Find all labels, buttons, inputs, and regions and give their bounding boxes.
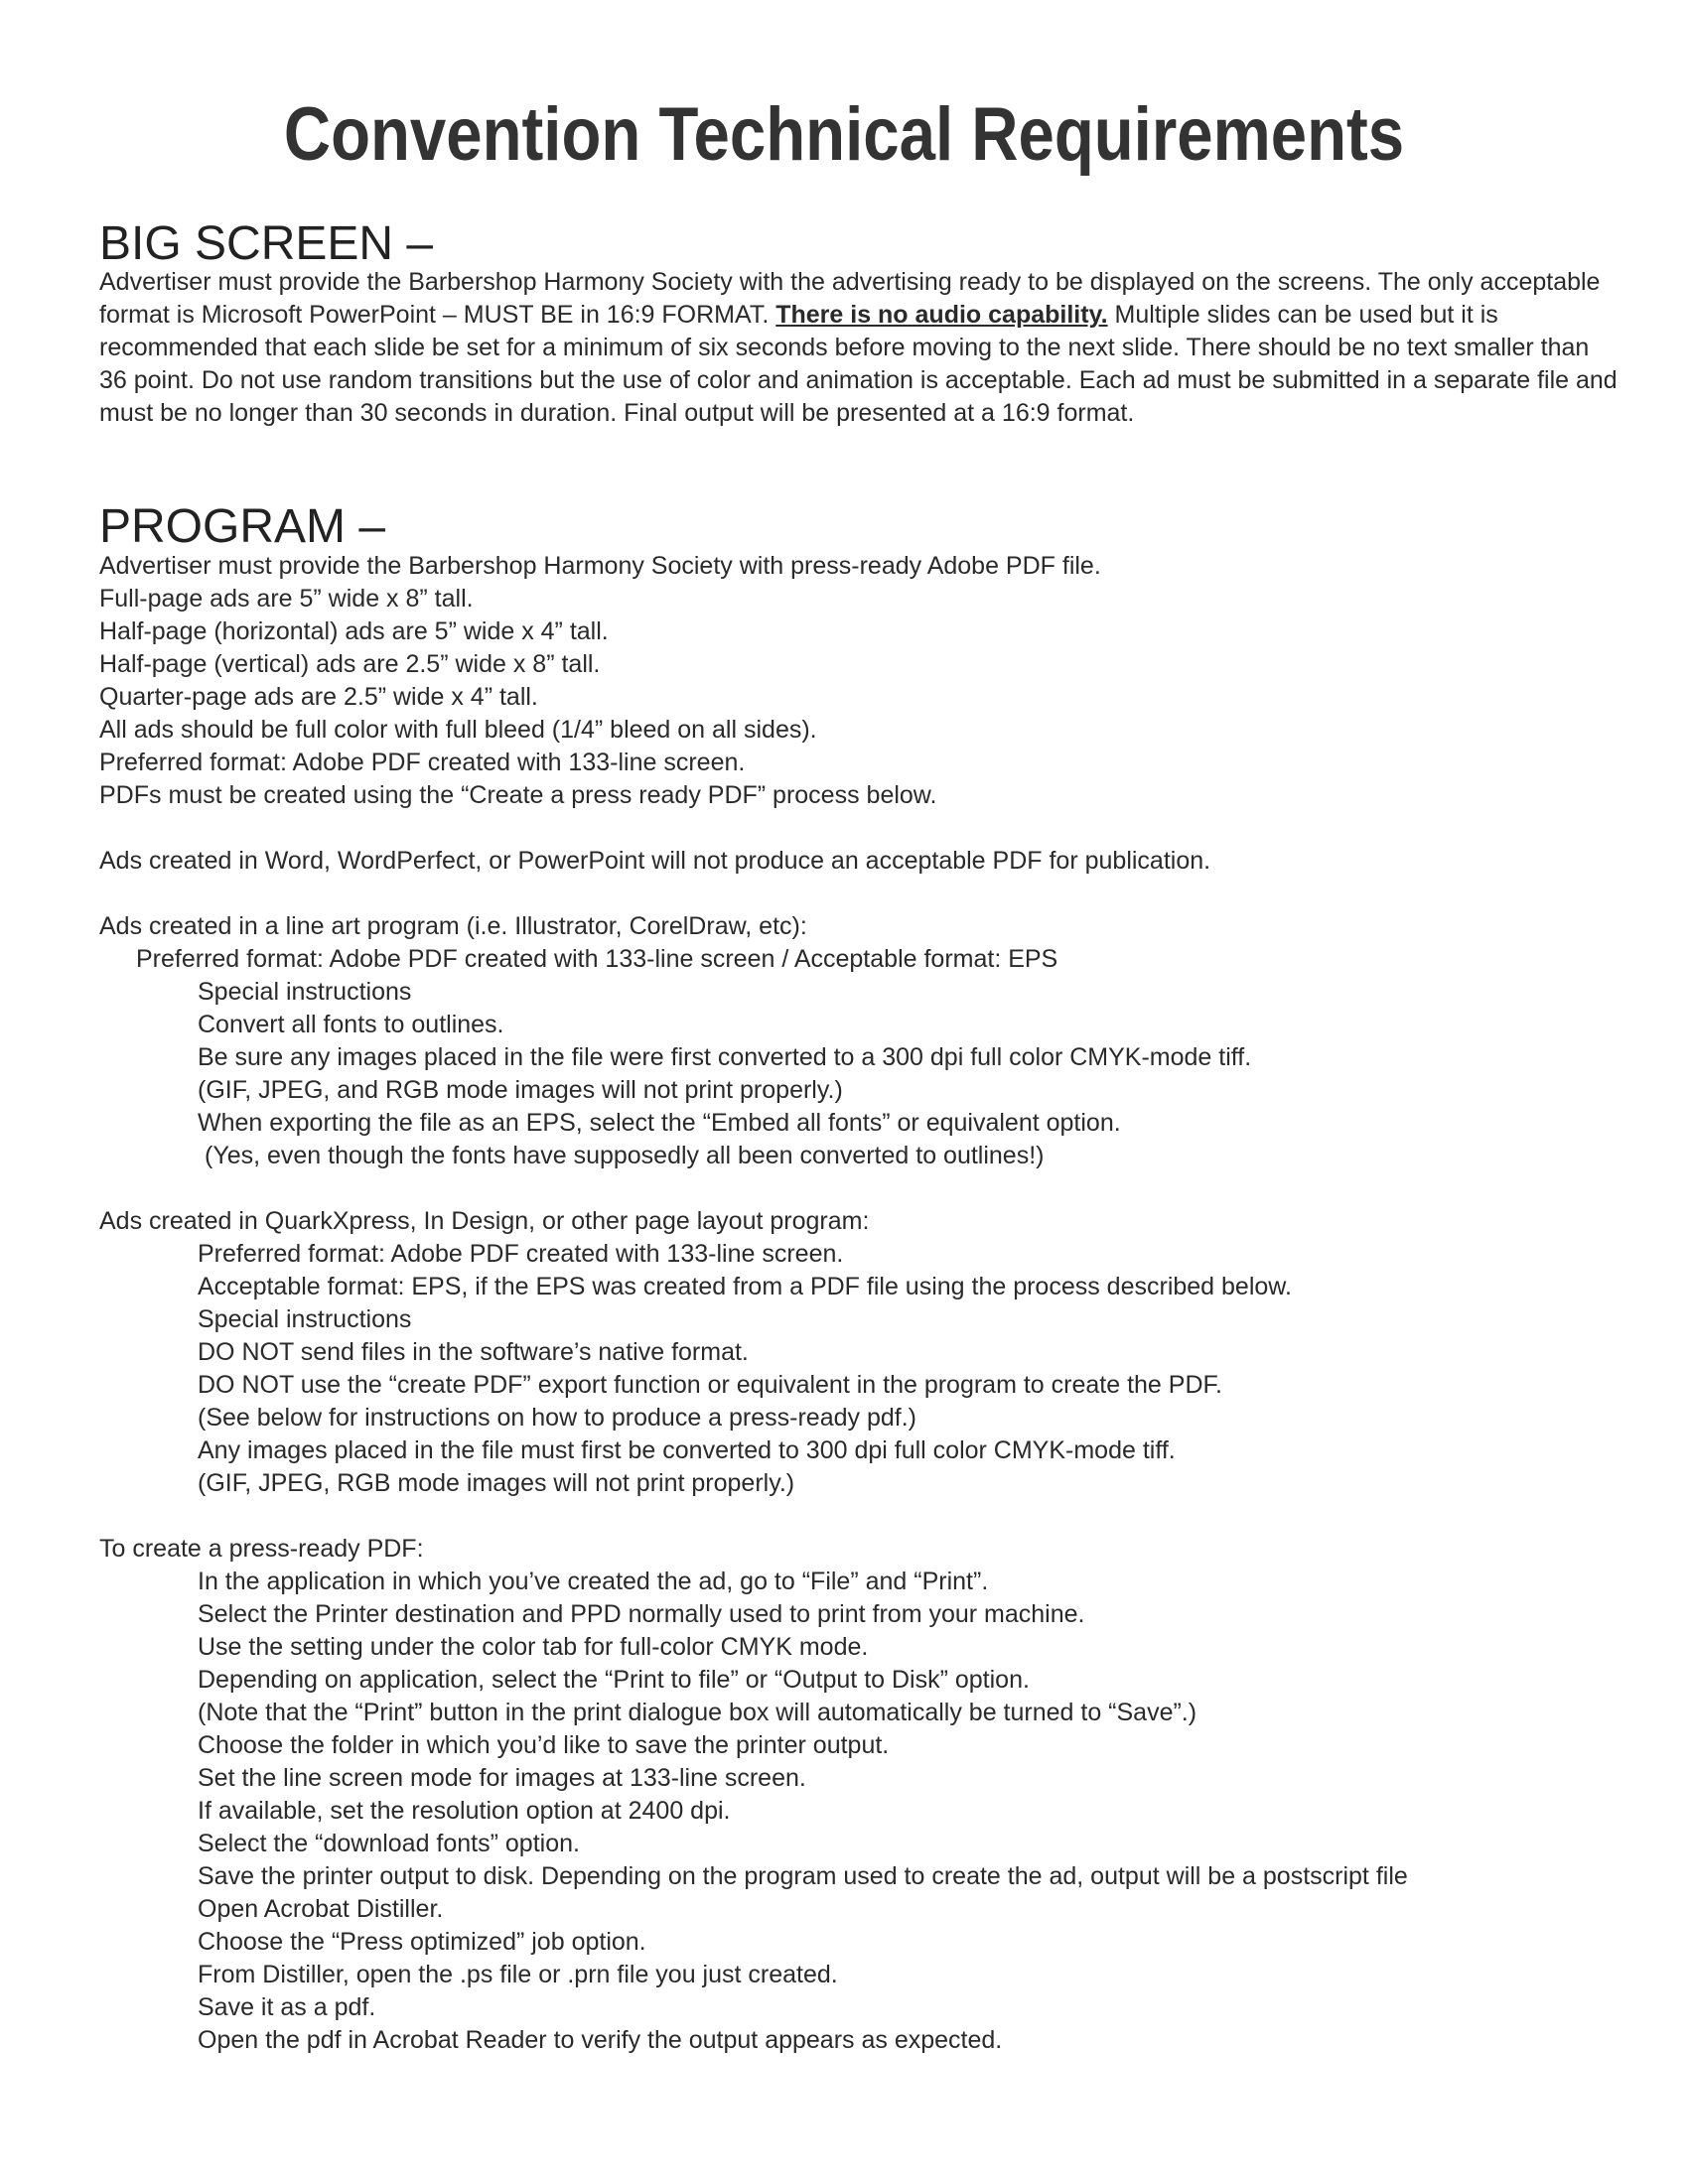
press-ready-step: Select the “download fonts” option. [198, 1830, 580, 1857]
program-heading: PROGRAM – [99, 500, 386, 553]
press-ready-step: From Distiller, open the .ps file or .prn file you just created. [198, 1961, 838, 1988]
press-ready-step: Depending on application, select the “Print to file” or “Output to Disk” option. [198, 1666, 1030, 1694]
press-ready-step: Choose the “Press optimized” job option. [198, 1928, 646, 1956]
layout-program-item: Special instructions [198, 1305, 412, 1333]
press-ready-step: Use the setting under the color tab for full-color CMYK mode. [198, 1633, 869, 1661]
big-screen-heading: BIG SCREEN – [99, 217, 434, 270]
program-intro-line: Half-page (vertical) ads are 2.5” wide x 8” tall. [99, 650, 601, 678]
press-ready-step: Save the printer output to disk. Depending on the program used to create the ad, output will be a postscript file [198, 1862, 1408, 1890]
press-ready-step: Select the Printer destination and PPD normally used to print from your machine. [198, 1600, 1085, 1628]
big-screen-text-before: Advertiser must provide the Barbershop Harmony Society with the advertising ready to be displayed on the screens. The only acceptable format is Microsoft PowerPoint – MUST BE in 16:9 FORMAT. [99, 268, 1601, 329]
press-ready-heading: To create a press-ready PDF: [99, 1535, 424, 1563]
layout-program-item: DO NOT send files in the software’s native format. [198, 1338, 749, 1366]
line-art-preferred: Preferred format: Adobe PDF created with 133-line screen / Acceptable format: EPS [136, 945, 1058, 973]
program-intro-line: PDFs must be created using the “Create a press ready PDF” process below. [99, 781, 937, 809]
layout-program-item: Any images placed in the file must first be converted to 300 dpi full color CMYK-mode tiff. [198, 1436, 1176, 1464]
press-ready-step: Open the pdf in Acrobat Reader to verify the output appears as expected. [198, 2026, 1003, 2054]
program-intro-line: Advertiser must provide the Barbershop Harmony Society with press-ready Adobe PDF file. [99, 552, 1101, 580]
press-ready-step: Save it as a pdf. [198, 1993, 376, 2021]
layout-program-item: Acceptable format: EPS, if the EPS was created from a PDF file using the process described below. [198, 1273, 1292, 1300]
line-art-item: Special instructions [198, 978, 412, 1006]
page-title: Convention Technical Requirements [283, 92, 1405, 177]
press-ready-step: If available, set the resolution option at 2400 dpi. [198, 1797, 731, 1825]
program-intro-line: Preferred format: Adobe PDF created with 133-line screen. [99, 749, 746, 776]
line-art-item: When exporting the file as an EPS, select the “Embed all fonts” or equivalent option. [198, 1109, 1121, 1137]
program-intro-line: Half-page (horizontal) ads are 5” wide x 4” tall. [99, 617, 609, 645]
program-intro-line: Full-page ads are 5” wide x 8” tall. [99, 585, 474, 613]
press-ready-step: Set the line screen mode for images at 133-line screen. [198, 1764, 806, 1792]
layout-program-item: (GIF, JPEG, RGB mode images will not print properly.) [198, 1469, 795, 1497]
line-art-item: (GIF, JPEG, and RGB mode images will not print properly.) [198, 1076, 843, 1104]
big-screen-paragraph [99, 266, 1618, 430]
program-intro-line: All ads should be full color with full bleed (1/4” bleed on all sides). [99, 716, 817, 744]
line-art-item: Convert all fonts to outlines. [198, 1011, 504, 1038]
layout-program-item: Preferred format: Adobe PDF created with 133-line screen. [198, 1240, 844, 1268]
program-intro-line: Quarter-page ads are 2.5” wide x 4” tall. [99, 683, 538, 711]
press-ready-step: In the application in which you’ve created the ad, go to “File” and “Print”. [198, 1568, 989, 1595]
big-screen-text-after: Multiple slides can be used but it is recommended that each slide be set for a minimum of six seconds before moving to the next slide. There should be no text smaller than 36 point. Do not use random transitions but the use of color and animation is acceptable. Each ad must be submitted in a separate file and must be no longer than 30 seconds in duration. Final output will be presented at a 16:9 format. [99, 301, 1618, 427]
press-ready-step: Open Acrobat Distiller. [198, 1895, 444, 1923]
line-art-item: Be sure any images placed in the file were first converted to a 300 dpi full color CMYK-mode tiff. [198, 1043, 1252, 1071]
press-ready-step: (Note that the “Print” button in the print dialogue box will automatically be turned to “Save”.) [198, 1699, 1197, 1726]
layout-program-item: (See below for instructions on how to produce a press-ready pdf.) [198, 1404, 916, 1432]
layout-program-item: DO NOT use the “create PDF” export function or equivalent in the program to create the PDF. [198, 1371, 1222, 1399]
press-ready-step: Choose the folder in which you’d like to save the printer output. [198, 1731, 890, 1759]
line-art-note: (Yes, even though the fonts have supposedly all been converted to outlines!) [205, 1142, 1045, 1169]
audio-capability-notice: There is no audio capability. [775, 301, 1108, 329]
line-art-heading: Ads created in a line art program (i.e. Illustrator, CorelDraw, etc): [99, 912, 807, 940]
word-note: Ads created in Word, WordPerfect, or PowerPoint will not produce an acceptable PDF for publication. [99, 847, 1211, 875]
layout-program-heading: Ads created in QuarkXpress, In Design, or other page layout program: [99, 1207, 870, 1235]
